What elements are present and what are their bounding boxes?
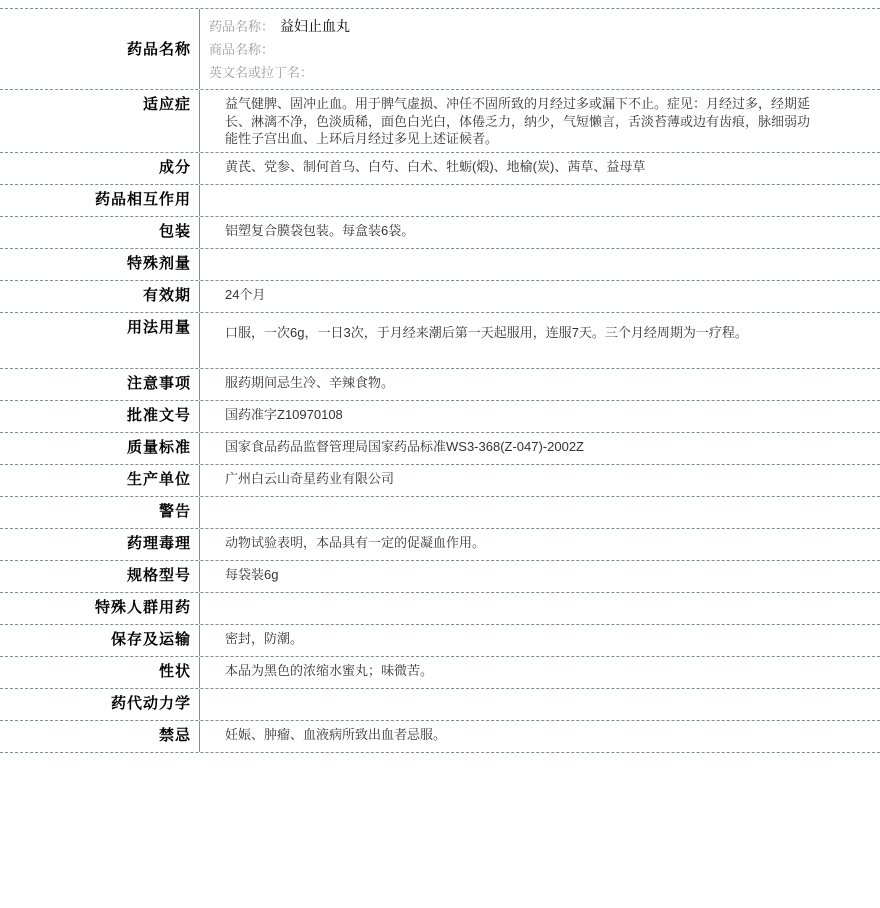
table-row [0, 90, 880, 153]
table-row [0, 561, 880, 593]
table-row-drug-name [0, 9, 880, 90]
row-label [0, 561, 200, 592]
row-label [0, 153, 200, 184]
english-name-field [209, 61, 860, 84]
field-value: 益妇止血丸 [280, 18, 351, 34]
row-label [0, 433, 200, 464]
row-label [0, 465, 200, 496]
row-label [0, 217, 200, 248]
table-row [0, 249, 880, 281]
field-name: 英文名或拉丁名： [209, 65, 314, 80]
row-label-text: 警告 [158, 502, 191, 520]
row-label-text: 禁忌 [158, 726, 191, 744]
table-row [0, 593, 880, 625]
row-value: 口服，一次6g，一日3次，于月经来潮后第一天起服用，连服7天。三个月经周期为一疗程。 [225, 324, 748, 340]
row-label-text: 注意事项 [126, 374, 191, 392]
row-label-text: 适应症 [142, 96, 191, 113]
row-label [0, 281, 200, 312]
table-row [0, 529, 880, 561]
row-label [0, 721, 200, 752]
row-label-text: 药理毒理 [126, 534, 191, 552]
table-row [0, 401, 880, 433]
row-value: 妊娠、肿瘤、血液病所致出血者忌服。 [225, 726, 447, 742]
table-rows [0, 90, 880, 753]
trade-name-field [209, 38, 860, 61]
row-label-text: 批准文号 [126, 406, 191, 424]
row-label-text: 药品相互作用 [94, 190, 191, 208]
row-label-text: 保存及运输 [110, 630, 191, 648]
row-label-text: 生产单位 [126, 470, 191, 488]
row-value [200, 9, 880, 89]
row-label-text: 药品名称 [126, 40, 191, 58]
table-row [0, 153, 880, 185]
row-label [0, 593, 200, 624]
row-label [0, 625, 200, 656]
row-label [0, 185, 200, 216]
table-row [0, 465, 880, 497]
table-row [0, 721, 880, 753]
row-label-text: 药代动力学 [110, 694, 191, 712]
row-value: 24个月 [225, 286, 266, 302]
drug-info-table [0, 8, 880, 753]
row-label-text: 特殊人群用药 [94, 598, 191, 616]
table-row [0, 657, 880, 689]
row-label [0, 9, 200, 89]
table-row [0, 625, 880, 657]
row-label [0, 497, 200, 528]
table-row [0, 689, 880, 721]
table-row [0, 433, 880, 465]
row-value: 益气健脾、固冲止血。用于脾气虚损、冲任不固所致的月经过多或漏下不止。症见：月经过多，经期延长、淋漓不净，色淡质稀，面色白光白，体倦乏力，纳少，气短懒言，舌淡苔薄或边有齿痕，脉细弱功能性子宫出血、上环后月经过多见上述证候者。 [225, 96, 811, 146]
row-label [0, 249, 200, 280]
row-value [200, 497, 880, 528]
row-value: 广州白云山奇星药业有限公司 [225, 470, 395, 486]
table-row [0, 281, 880, 313]
row-value [200, 249, 880, 280]
row-label-text: 有效期 [142, 286, 191, 304]
row-label-text: 质量标准 [126, 438, 191, 456]
row-label [0, 529, 200, 560]
table-row [0, 497, 880, 529]
row-value: 每袋装6g [225, 566, 279, 582]
row-label [0, 401, 200, 432]
row-label-text: 用法用量 [126, 318, 191, 336]
row-label-text: 性状 [158, 662, 191, 680]
field-name: 药品名称： [209, 19, 275, 34]
row-value: 密封，防潮。 [225, 630, 304, 646]
row-label [0, 90, 200, 152]
row-value: 铝塑复合膜袋包装。每盒装6袋。 [225, 222, 415, 238]
row-value [200, 185, 880, 216]
row-value: 本品为黑色的浓缩水蜜丸；味微苦。 [225, 662, 434, 678]
row-label-text: 规格型号 [126, 566, 191, 584]
table-row [0, 185, 880, 217]
row-value: 动物试验表明，本品具有一定的促凝血作用。 [225, 534, 486, 550]
row-label [0, 657, 200, 688]
row-value [200, 593, 880, 624]
table-row [0, 313, 880, 369]
field-name: 商品名称： [209, 42, 275, 57]
row-label-text: 包装 [158, 222, 191, 240]
row-value [200, 689, 880, 720]
row-label [0, 313, 200, 368]
table-row [0, 217, 880, 249]
row-value: 黄芪、党参、制何首乌、白芍、白术、牡蛎(煅)、地榆(炭)、茜草、益母草 [225, 158, 646, 174]
row-label [0, 689, 200, 720]
row-label-text: 特殊剂量 [126, 254, 191, 272]
row-value: 国家食品药品监督管理局国家药品标准WS3-368(Z-047)-2002Z [225, 438, 584, 454]
row-value: 服药期间忌生冷、辛辣食物。 [225, 374, 395, 390]
row-label [0, 369, 200, 400]
row-value: 国药准字Z10970108 [225, 406, 343, 422]
table-row [0, 369, 880, 401]
row-label-text: 成分 [158, 158, 191, 176]
drug-name-field [209, 15, 860, 38]
